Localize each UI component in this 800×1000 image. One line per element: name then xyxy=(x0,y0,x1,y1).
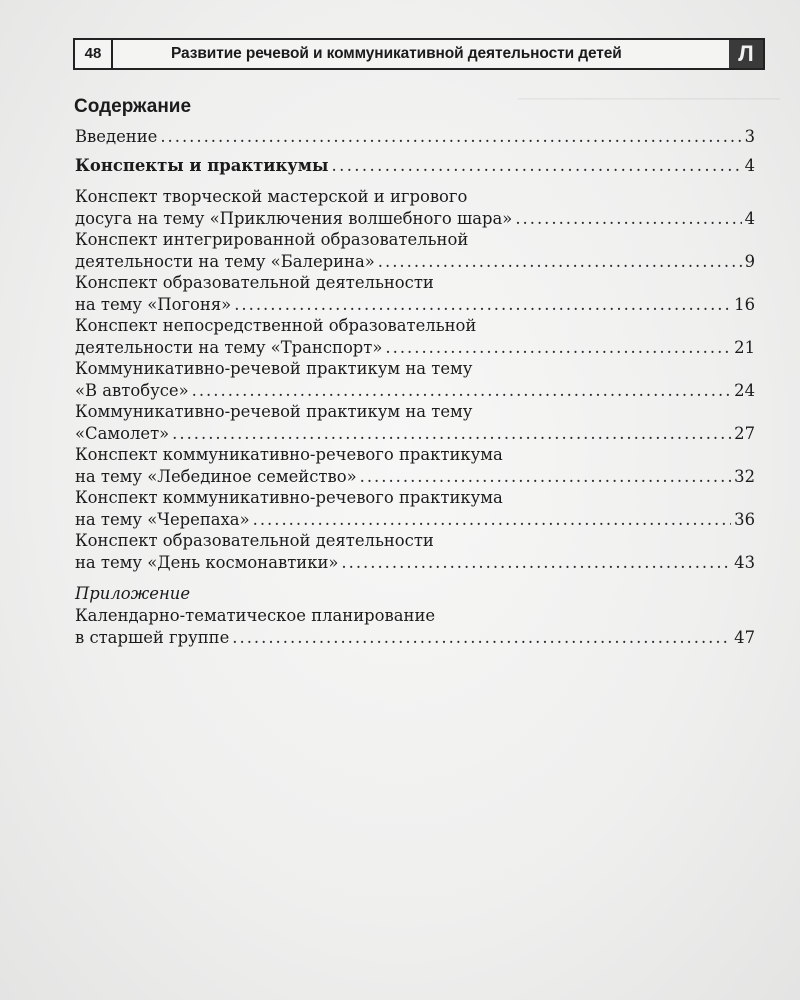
leader-dots xyxy=(172,423,731,445)
toc-entry-line1: Конспект коммуникативно-речевого практикума xyxy=(75,445,503,464)
toc-entry[interactable] xyxy=(75,487,755,530)
toc-entry-page: 36 xyxy=(734,509,755,529)
toc-entry-line2: деятельности на тему «Балерина» xyxy=(75,251,375,271)
leader-dots xyxy=(378,251,742,273)
toc-entry-page: 27 xyxy=(734,423,755,443)
toc-entry-page: 21 xyxy=(734,337,755,357)
leader-dots xyxy=(341,552,731,574)
toc-entry-line2: на тему «Погоня» xyxy=(75,294,232,314)
page-number: 48 xyxy=(75,40,113,68)
toc-entry-line1: Календарно-тематическое планирование xyxy=(75,606,436,625)
toc-entry-line2: на тему «Лебединое семейство» xyxy=(75,466,357,486)
leader-dots xyxy=(232,627,731,649)
toc-entry-page: 32 xyxy=(734,466,755,486)
publisher-logo: Л xyxy=(729,40,763,68)
leader-dots xyxy=(160,126,741,148)
toc-entry-line2: досуга на тему «Приключения волшебного шара» xyxy=(75,208,513,228)
bleed-through-text: ───────────────────────────── xyxy=(518,90,780,108)
toc-entry[interactable] xyxy=(75,530,755,573)
toc-entry-line1: Коммуникативно-речевой практикум на тему xyxy=(75,359,473,378)
toc-entry-page: 43 xyxy=(734,552,755,572)
toc-entry-line2: в старшей группе xyxy=(75,627,230,647)
toc-entry-appendix[interactable] xyxy=(75,605,755,648)
toc-entry-line2: «В автобусе» xyxy=(75,380,189,400)
leader-dots xyxy=(515,208,741,230)
toc-entry-line1: Конспект непосредственной образовательной xyxy=(75,316,477,335)
toc-section-title: Конспекты и практикумы xyxy=(75,155,329,175)
toc-entry[interactable] xyxy=(75,229,755,272)
toc-entry-page: 3 xyxy=(744,127,755,146)
leader-dots xyxy=(234,294,731,316)
toc-entry-intro[interactable] xyxy=(75,126,755,148)
toc-entry-page: 24 xyxy=(734,380,755,400)
toc-entry[interactable] xyxy=(75,444,755,487)
toc-heading: Содержание xyxy=(74,96,192,117)
toc-entry-line2: на тему «День космонавтики» xyxy=(75,552,339,572)
toc-entry-page: 47 xyxy=(734,627,755,647)
toc-entry-line1: Конспект интегрированной образовательной xyxy=(75,230,469,249)
toc-entry-line1: Конспект коммуникативно-речевого практикума xyxy=(75,488,503,507)
leader-dots xyxy=(360,466,732,488)
leader-dots xyxy=(331,155,741,177)
running-title: Развитие речевой и коммуникативной деятельности детей xyxy=(171,45,622,62)
toc-entry-line1: Конспект образовательной деятельности xyxy=(75,531,434,550)
toc-entry-line1: Конспект образовательной деятельности xyxy=(75,273,434,292)
toc-entry[interactable] xyxy=(75,358,755,401)
toc-entry-line1: Конспект творческой мастерской и игрового xyxy=(75,187,468,206)
toc-entry[interactable] xyxy=(75,272,755,315)
toc-entry-line1: Коммуникативно-речевой практикум на тему xyxy=(75,402,473,421)
leader-dots xyxy=(253,509,732,531)
appendix-label: Приложение xyxy=(75,584,191,603)
toc-entry[interactable] xyxy=(75,186,755,229)
toc-entry-page: 4 xyxy=(744,208,755,228)
toc-entry-line2: деятельности на тему «Транспорт» xyxy=(75,337,383,357)
toc-entry-line2: «Самолет» xyxy=(75,423,170,443)
toc-entry-page: 9 xyxy=(744,251,755,271)
toc-entry[interactable] xyxy=(75,315,755,358)
running-header xyxy=(73,38,765,70)
toc-entry-title: Введение xyxy=(75,127,158,146)
toc-section-heading[interactable] xyxy=(75,155,755,177)
toc-section-page: 4 xyxy=(744,155,755,175)
toc-entry-line2: на тему «Черепаха» xyxy=(75,509,250,529)
leader-dots xyxy=(192,380,732,402)
leader-dots xyxy=(385,337,731,359)
toc-entry-page: 16 xyxy=(734,294,755,314)
toc-entry[interactable] xyxy=(75,401,755,444)
table-of-contents xyxy=(75,126,755,648)
